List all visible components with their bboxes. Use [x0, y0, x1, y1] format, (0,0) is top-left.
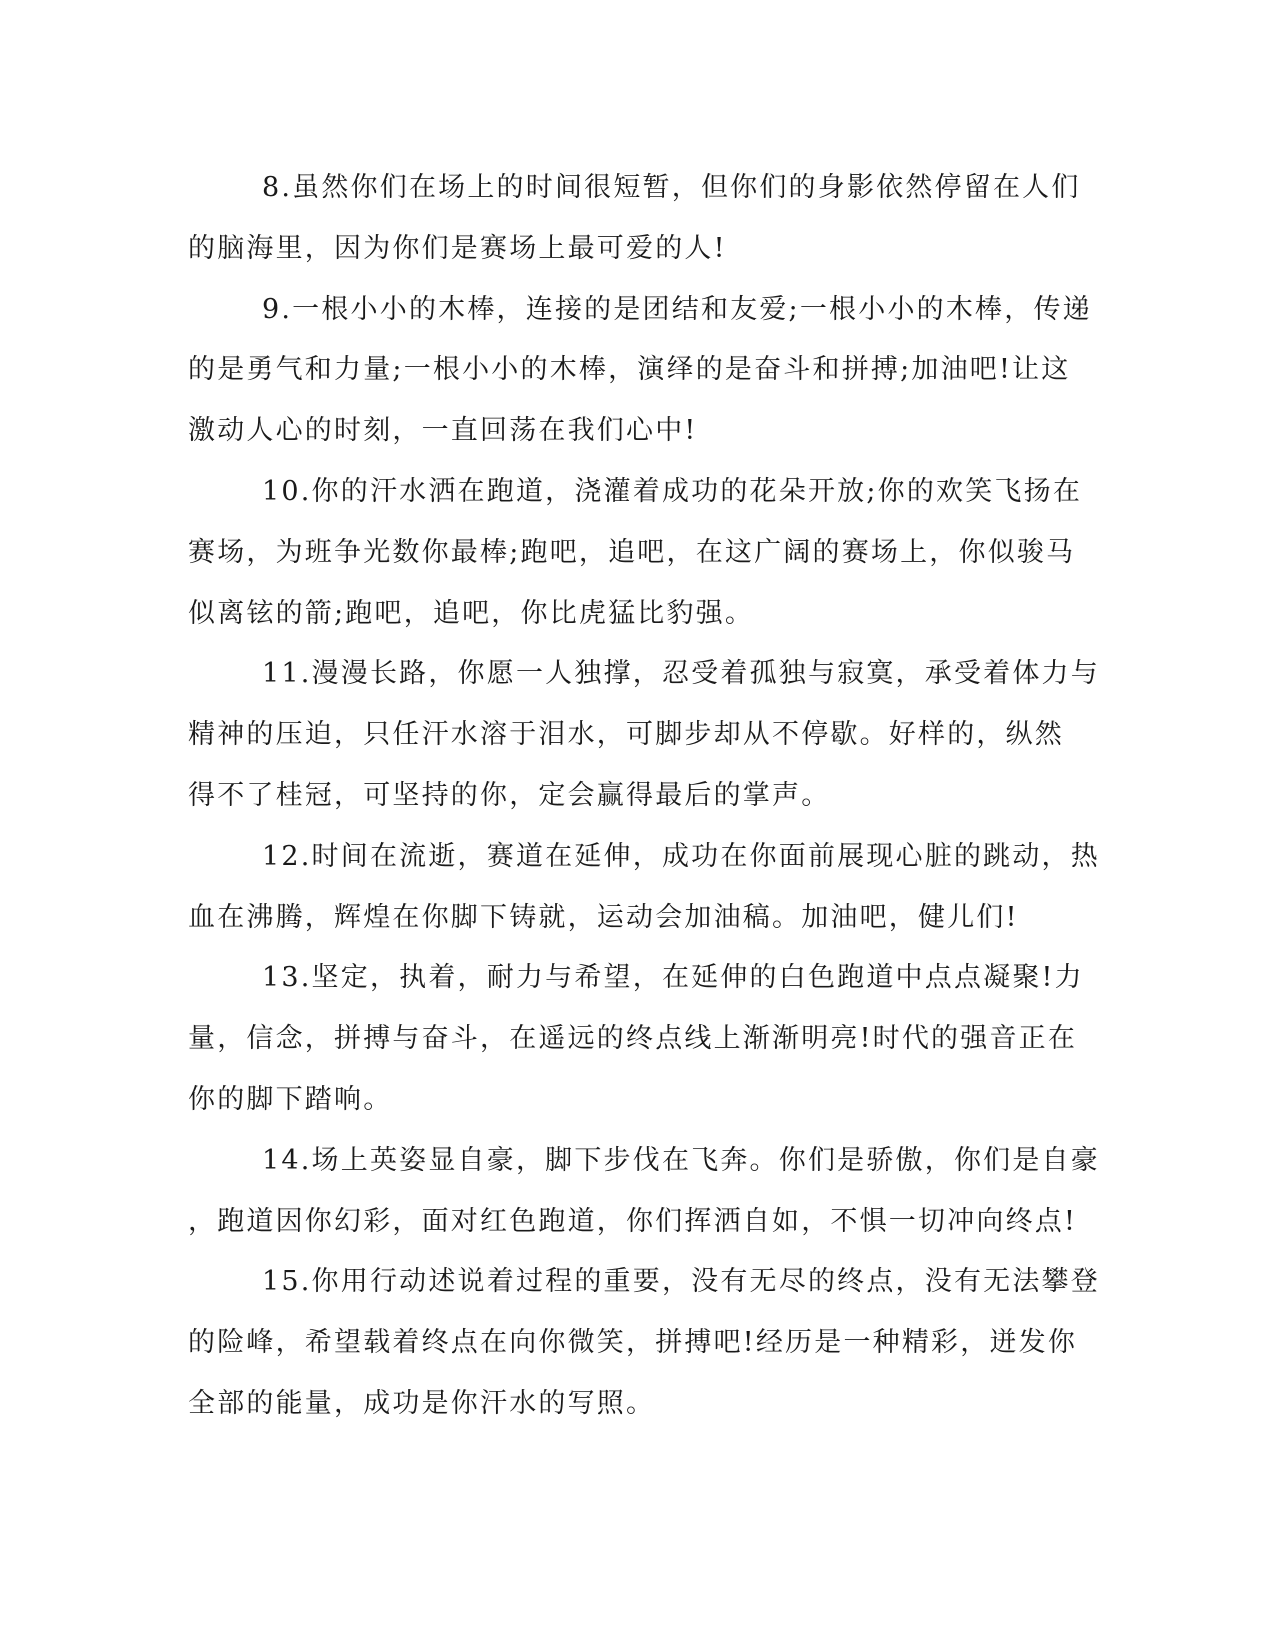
- paragraph-line: 激动人心的时刻，一直回荡在我们心中!: [188, 415, 698, 447]
- paragraph-line: 8.虽然你们在场上的时间很短暂，但你们的身影依然停留在人们: [262, 172, 1081, 203]
- paragraph-line: 全部的能量，成功是你汗水的写照。: [188, 1387, 656, 1419]
- paragraph-line: 13.坚定，执着，耐力与希望，在延伸的白色跑道中点点凝聚!力: [262, 962, 1084, 994]
- paragraph-line: 你的脚下踏响。: [188, 1083, 393, 1115]
- paragraph-8: [188, 158, 1088, 280]
- paragraph-line: 的脑海里，因为你们是赛场上最可爱的人!: [188, 232, 727, 264]
- document-body: [188, 158, 1100, 1435]
- paragraph-11: [188, 644, 1100, 826]
- paragraph-line: 14.场上英姿显自豪，脚下步伐在飞奔。你们是骄傲，你们是自豪: [262, 1144, 1100, 1176]
- paragraph-line: 11.漫漫长路，你愿一人独撑，忍受着孤独与寂寞，承受着体力与: [262, 658, 1100, 690]
- paragraph-9: [188, 280, 1092, 462]
- paragraph-line: 12.时间在流逝，赛道在延伸，成功在你面前展现心脏的跳动，热: [262, 840, 1100, 872]
- paragraph-line: 精神的压迫，只任汗水溶于泪水，可脚步却从不停歇。好样的，纵然: [188, 719, 1064, 751]
- paragraph-line: 的险峰，希望载着终点在向你微笑，拼搏吧!经历是一种精彩，迸发你: [188, 1327, 1078, 1359]
- paragraph-line: 的是勇气和力量;一根小小的木棒，演绎的是奋斗和拼搏;加油吧!让这: [188, 354, 1071, 386]
- paragraph-line: 血在沸腾，辉煌在你脚下铸就，运动会加油稿。加油吧，健儿们!: [188, 901, 1019, 933]
- paragraph-line: 得不了桂冠，可坚持的你，定会赢得最后的掌声。: [188, 779, 831, 811]
- paragraph-line: 赛场，为班争光数你最棒;跑吧，追吧，在这广阔的赛场上，你似骏马: [188, 536, 1076, 568]
- paragraph-line: 9.一根小小的木棒，连接的是团结和友爱;一根小小的木棒，传递: [262, 293, 1092, 325]
- paragraph-line: 似离铉的箭;跑吧，追吧，你比虎猛比豹强。: [188, 597, 755, 629]
- paragraph-line: 10.你的汗水洒在跑道，浇灌着成功的花朵开放;你的欢笑飞扬在: [262, 475, 1083, 507]
- paragraph-13: [188, 948, 1088, 1130]
- paragraph-line: 15.你用行动述说着过程的重要，没有无尽的终点，没有无法攀登: [262, 1266, 1100, 1298]
- paragraph-line: ，跑道因你幻彩，面对红色跑道，你们挥洒自如，不惧一切冲向终点!: [188, 1205, 1078, 1237]
- paragraph-14: [188, 1131, 1100, 1253]
- paragraph-15: [188, 1252, 1100, 1434]
- paragraph-10: [188, 462, 1088, 644]
- paragraph-12: [188, 827, 1100, 949]
- paragraph-line: 量，信念，拼搏与奋斗，在遥远的终点线上渐渐明亮!时代的强音正在: [188, 1023, 1078, 1055]
